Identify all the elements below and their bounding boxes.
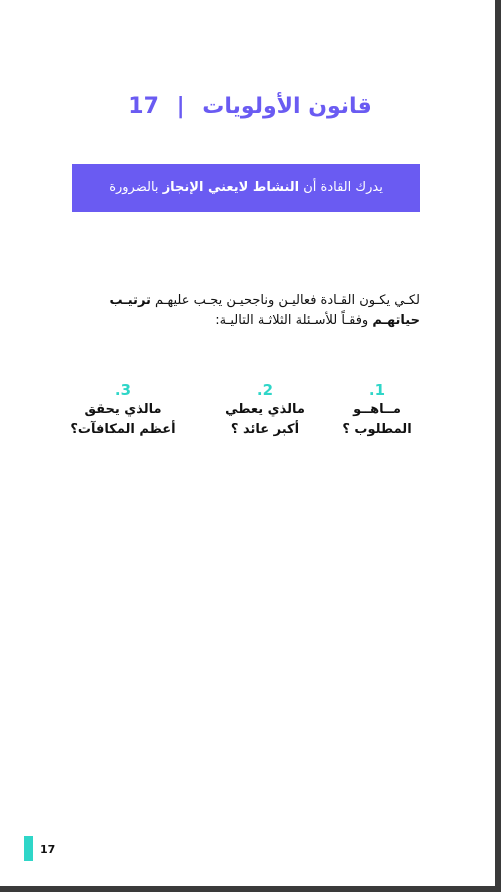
question-line-1: مالذي يحقق (84, 402, 162, 417)
question-item-1 (322, 380, 432, 440)
question-line-2: أعظم المكافآت؟ (70, 422, 176, 437)
question-line-2: أكبر عائد ؟ (230, 422, 300, 437)
question-number: 2. (256, 381, 274, 399)
footer-accent-bar (24, 836, 33, 861)
title-text: قانون الأولويات (202, 94, 372, 119)
question-line-2: المطلوب ؟ (342, 422, 412, 437)
question-item-3 (68, 380, 178, 440)
intro-paragraph (74, 291, 420, 331)
banner-text-end: بالضرورة (109, 180, 163, 195)
page-title (0, 94, 495, 119)
banner-bold-text: النشاط لايعني الإنجاز (162, 180, 300, 195)
intro-bold-text: ترتيـب حياتهـم (109, 293, 420, 328)
question-line-1: مــاهــو (353, 402, 401, 417)
chapter-number: 17 (128, 94, 159, 119)
question-item-2 (210, 380, 320, 440)
question-number: 1. (368, 381, 386, 399)
intro-text-start: لكـي يكـون القـادة فعاليـن وناجحيـن يجـب عليهـم (150, 293, 420, 308)
question-line-1: مالذي يعطي (225, 402, 305, 417)
banner-text-start: يدرك القادة أن (299, 180, 383, 195)
question-number: 3. (114, 381, 132, 399)
page-number: 17 (40, 843, 56, 856)
highlight-banner (72, 164, 420, 212)
intro-text-end: وفقـاً للأسـئلة الثلاثـة التاليـة: (215, 313, 373, 328)
title-separator: | (176, 94, 185, 119)
questions-list (72, 380, 420, 450)
